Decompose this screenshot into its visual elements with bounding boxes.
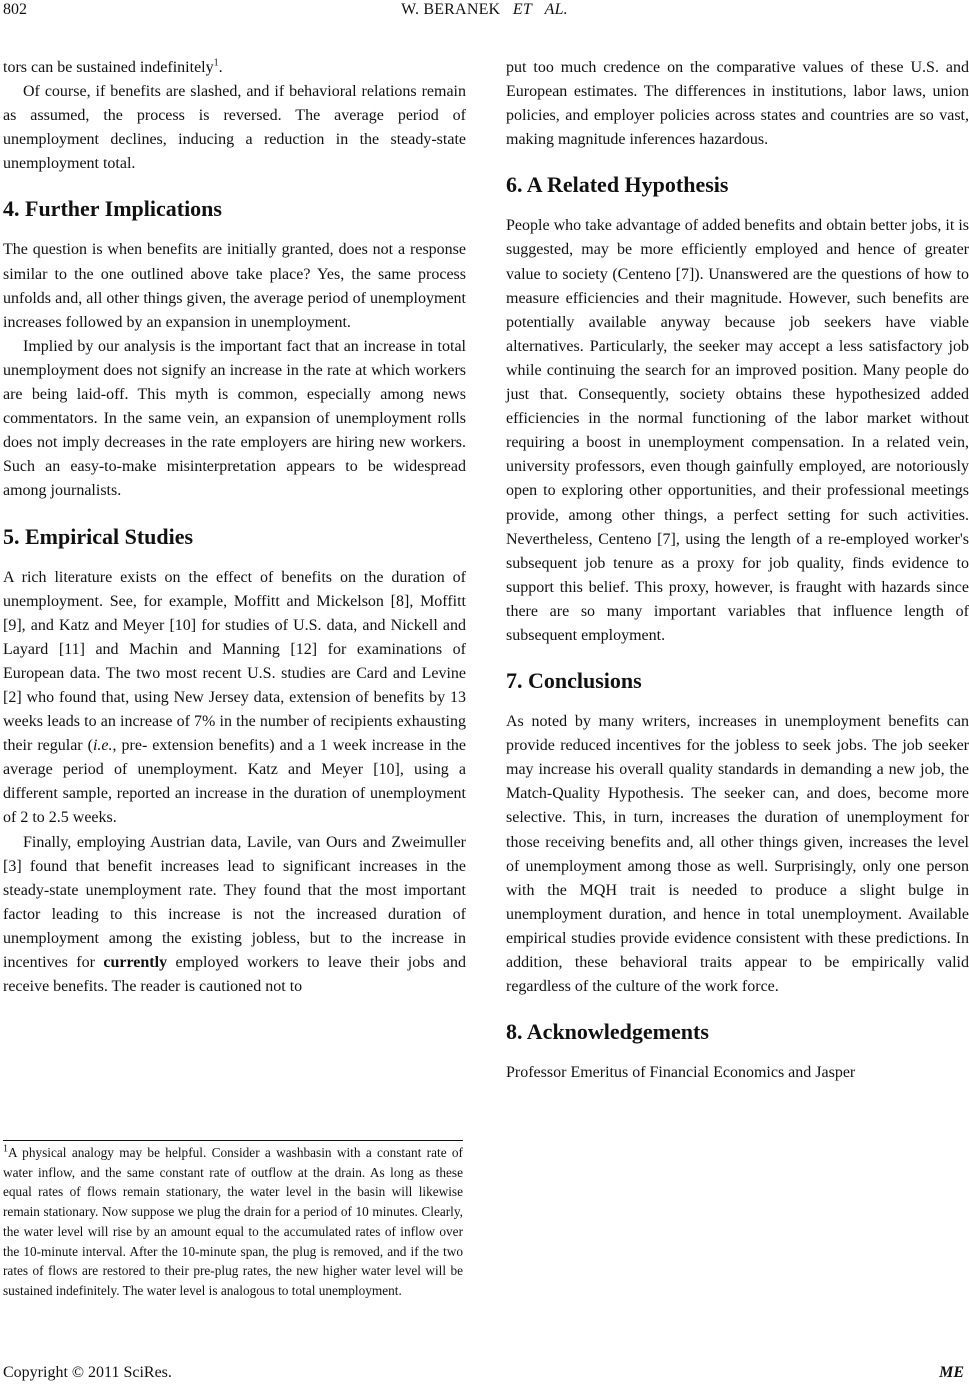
section7-paragraph-1: As noted by many writers, increases in unemployment benefits can provide reduced incentives for the jobless to seek jobs. The job seeker may increase his overall quality standards in demanding a new job, the Match-Quality Hypothesis. The seeker can, and does, become more selective. This, in turn, increases the duration of unemployment for those receiving benefits and, all other things given, increases the level of unemployment among those as well. Surprisingly, only one person with the MQH trait is needed to produce a slight bulge in unemployment duration, and hence in total unemployment. Available empirical studies provide evidence consistent with these predictions. In addition, these behavioral traits appear to be empirically valid regardless of the culture of the work force. xyxy=(506,713,969,996)
running-head-et: ET xyxy=(512,1,532,18)
section6-paragraph-1: People who take advantage of added benefits and obtain better jobs, it is suggested, may be more efficiently employed and hence of greater value to society (Centeno [7]). Unanswered are the questions of how to measure efficiencies and their magnitude. However, such benefits are potentially available anyway because job seekers have viable alternatives. Particularly, the seeker may accept a less satisfactory job while continuing the search for an improved position. Many people do just that. Consequently, society obtains these hypothesized added efficiencies in the normal functioning of the labor market without requiring a boost in unemployment compensation. In a related vein, university professors, even though gainfully employed, are notoriously open to exploring other opportunities, and their professional meetings provide, among other things, a perfect setting for such activities. Nevertheless, Centeno [7], using the length of a re-employed worker's subsequent job tenure as a proxy for job quality, finds evidence to support this belief. This proxy, however, is fraught with hazards since there are so many important variables that influence length of subsequent employment. xyxy=(506,217,969,644)
ie-abbrev: i.e. xyxy=(92,737,113,755)
running-head-author: W. BERANEK xyxy=(401,1,501,18)
section-heading-4: 4. Further Implications xyxy=(3,196,222,222)
section4-paragraph-2: Implied by our analysis is the important fact that an increase in total unemployment does not signify an increase in the rate at which workers are being laid-off. This myth is common, especially among news commentators. In the same vein, an expansion of unemployment rolls does not imply decreases in the rate employers are hiring new workers. Such an easy-to-make misinterpretation appears to be widespread among journalists. xyxy=(3,337,466,500)
section8-paragraph-1: Professor Emeritus of Financial Economics and Jasper xyxy=(506,1064,856,1082)
footer-copyright: Copyright © 2011 SciRes. xyxy=(3,1364,172,1381)
continuation-paragraph: tors can be sustained indefinitely$^1$. xyxy=(3,57,223,76)
footnote-text: A physical analogy may be helpful. Consider a washbasin with a constant rate of water inflow, and the same constant rate of outflow at the drain. As long as these equal rates of flows remain stationary, the water level in the basin will likewise remain stationary. Now suppose we plug the drain for a period of 10 minutes. Clearly, the water level will rise by an amount equal to the accumulated rates of inflow over the 10-minute interval. After the 10-minute span, the plug is removed, and if the two rates of flows are restored to their pre-plug rates, the new higher water level will be sustained indefinitely. The water level is analogous to total unemployment. xyxy=(3,1145,463,1298)
section-heading-7: 7. Conclusions xyxy=(506,668,642,694)
running-head-al: AL. xyxy=(544,1,568,18)
footnote-marker[interactable]: 1 xyxy=(213,57,219,69)
emphasis-currently: currently xyxy=(103,954,168,971)
section-heading-8: 8. Acknowledgements xyxy=(506,1019,709,1045)
right-column xyxy=(506,56,969,1085)
footer-journal-abbrev: ME xyxy=(939,1364,964,1381)
footnote xyxy=(3,1143,463,1301)
right-continuation-paragraph: put too much credence on the comparative values of these U.S. and European estimates. The differences in institutions, labor laws, union policies, and employer policies across states and countries are so vast, making magnitude inferences hazardous. xyxy=(506,59,969,149)
left-column xyxy=(3,56,466,999)
footnote-divider xyxy=(3,1140,463,1141)
section5-paragraph-2: Finally, employing Austrian data, Lavile, van Ours and Zweimuller [3] found that benefit increases lead to significant increases in the steady-state unemployment rate. They found that the most important factor leading to this increase is not the increased duration of unemployment among the existing jobless, but to the increase in incentives for currently employed workers to leave their jobs and receive benefits. The reader is cautioned not to xyxy=(3,833,467,996)
footnote-number: 1 xyxy=(3,1143,8,1155)
paragraph-slashed: Of course, if benefits are slashed, and if behavioral relations remain as assumed, the process is reversed. The average period of unemployment declines, inducing a reduction in the steady-state unemployment total. xyxy=(3,83,466,173)
running-head xyxy=(0,1,969,19)
section-heading-6: 6. A Related Hypothesis xyxy=(506,172,729,198)
page-number: 802 xyxy=(3,1,27,18)
section-heading-5: 5. Empirical Studies xyxy=(3,523,194,549)
section5-paragraph-1: A rich literature exists on the effect of benefits on the duration of unemployment. See, for example, Moffitt and Mickelson [8], Moffitt [9], and Katz and Meyer [10] for studies of U.S. data, and Nickell and Layard [11] and Machin and Manning [12] for examinations of European data. The two most recent U.S. studies are Card and Levine [2] who found that, using New Jersey data, extension of benefits by 13 weeks leads to an increase of 7% in the number of recipients exhausting their regular (i.e., pre- extension benefits) and a 1 week increase in the average period of unemployment. Katz and Meyer [10], using a different sample, reported an increase in the duration of unemployment of 2 to 2.5 weeks. xyxy=(3,568,466,827)
section4-paragraph-1: The question is when benefits are initially granted, does not a response similar to the one outlined above take place? Yes, the same process unfolds and, all other things given, the average period of unemployment increases followed by an expansion in unemployment. xyxy=(3,241,466,331)
